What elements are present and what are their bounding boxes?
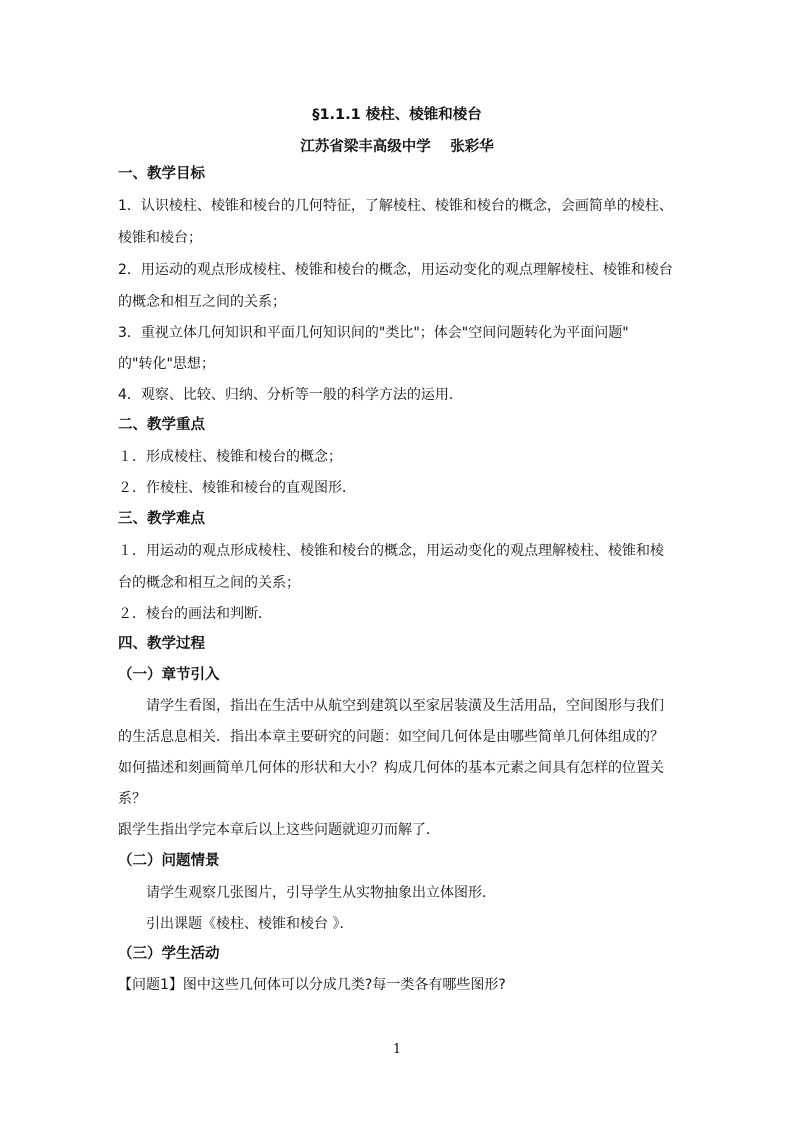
subsection-heading-activities: （三）学生活动: [118, 946, 220, 962]
section-heading-difficulties: 三、教学难点: [118, 511, 205, 527]
objective-line: 3．重视立体几何知识和平面几何知识间的"类比"；体会"空间问题转化为平面问题": [118, 325, 629, 341]
introduction-line: 如何描述和刻画简单几何体的形状和大小？构成几何体的基本元素之间具有怎样的位置关: [118, 760, 664, 776]
document-author: 江苏省梁丰高级中学 张彩华: [300, 139, 494, 155]
subsection-heading-scenario: （二）问题情景: [118, 853, 220, 869]
difficulty-line: １．用运动的观点形成棱柱、棱锥和棱台的概念，用运动变化的观点理解棱柱、棱锥和棱: [118, 543, 664, 559]
section-heading-objectives: 一、教学目标: [118, 166, 205, 182]
key-point-line: １．形成棱柱、棱锥和棱台的概念；: [118, 449, 342, 465]
objective-line: 棱锥和棱台；: [118, 230, 202, 246]
difficulty-line: ２．棱台的画法和判断．: [118, 606, 272, 622]
objective-line: 2．用运动的观点形成棱柱、棱锥和棱台的概念，用运动变化的观点理解棱柱、棱锥和棱台: [118, 262, 673, 278]
activity-question-line: 【问题1】图中这些几何体可以分成几类?每一类各有哪些图形?: [118, 977, 506, 993]
key-point-line: ２．作棱柱、棱锥和棱台的直观图形．: [118, 480, 356, 496]
scenario-line: 请学生观察几张图片，引导学生从实物抽象出立体图形．: [146, 885, 496, 901]
objective-line: 1．认识棱柱、棱锥和棱台的几何特征，了解棱柱、棱锥和棱台的概念，会画简单的棱柱、: [118, 198, 673, 214]
difficulty-line: 台的概念和相互之间的关系；: [118, 575, 300, 591]
page-number: 1: [392, 1042, 402, 1057]
introduction-line: 的生活息息相关．指出本章主要研究的问题：如空间几何体是由哪些简单几何体组成的？: [118, 729, 664, 745]
section-heading-key-points: 二、教学重点: [118, 417, 205, 433]
document-title: §1.1.1 棱柱、棱锥和棱台: [312, 107, 482, 123]
introduction-line: 跟学生指出学完本章后以上这些问题就迎刃而解了．: [118, 822, 440, 838]
introduction-line: 请学生看图，指出在生活中从航空到建筑以至家居装潢及生活用品，空间图形与我们: [146, 698, 664, 714]
introduction-line: 系？: [118, 791, 146, 807]
subsection-heading-introduction: （一）章节引入: [118, 667, 220, 683]
scenario-line: 引出课题《棱柱、棱锥和棱台 》．: [146, 916, 354, 932]
objective-line: 4．观察、比较、归纳、分析等一般的科学方法的运用．: [118, 387, 463, 403]
section-heading-process: 四、教学过程: [118, 636, 205, 652]
objective-line: 的概念和相互之间的关系；: [118, 294, 286, 310]
objective-line: 的"转化"思想；: [118, 356, 215, 372]
